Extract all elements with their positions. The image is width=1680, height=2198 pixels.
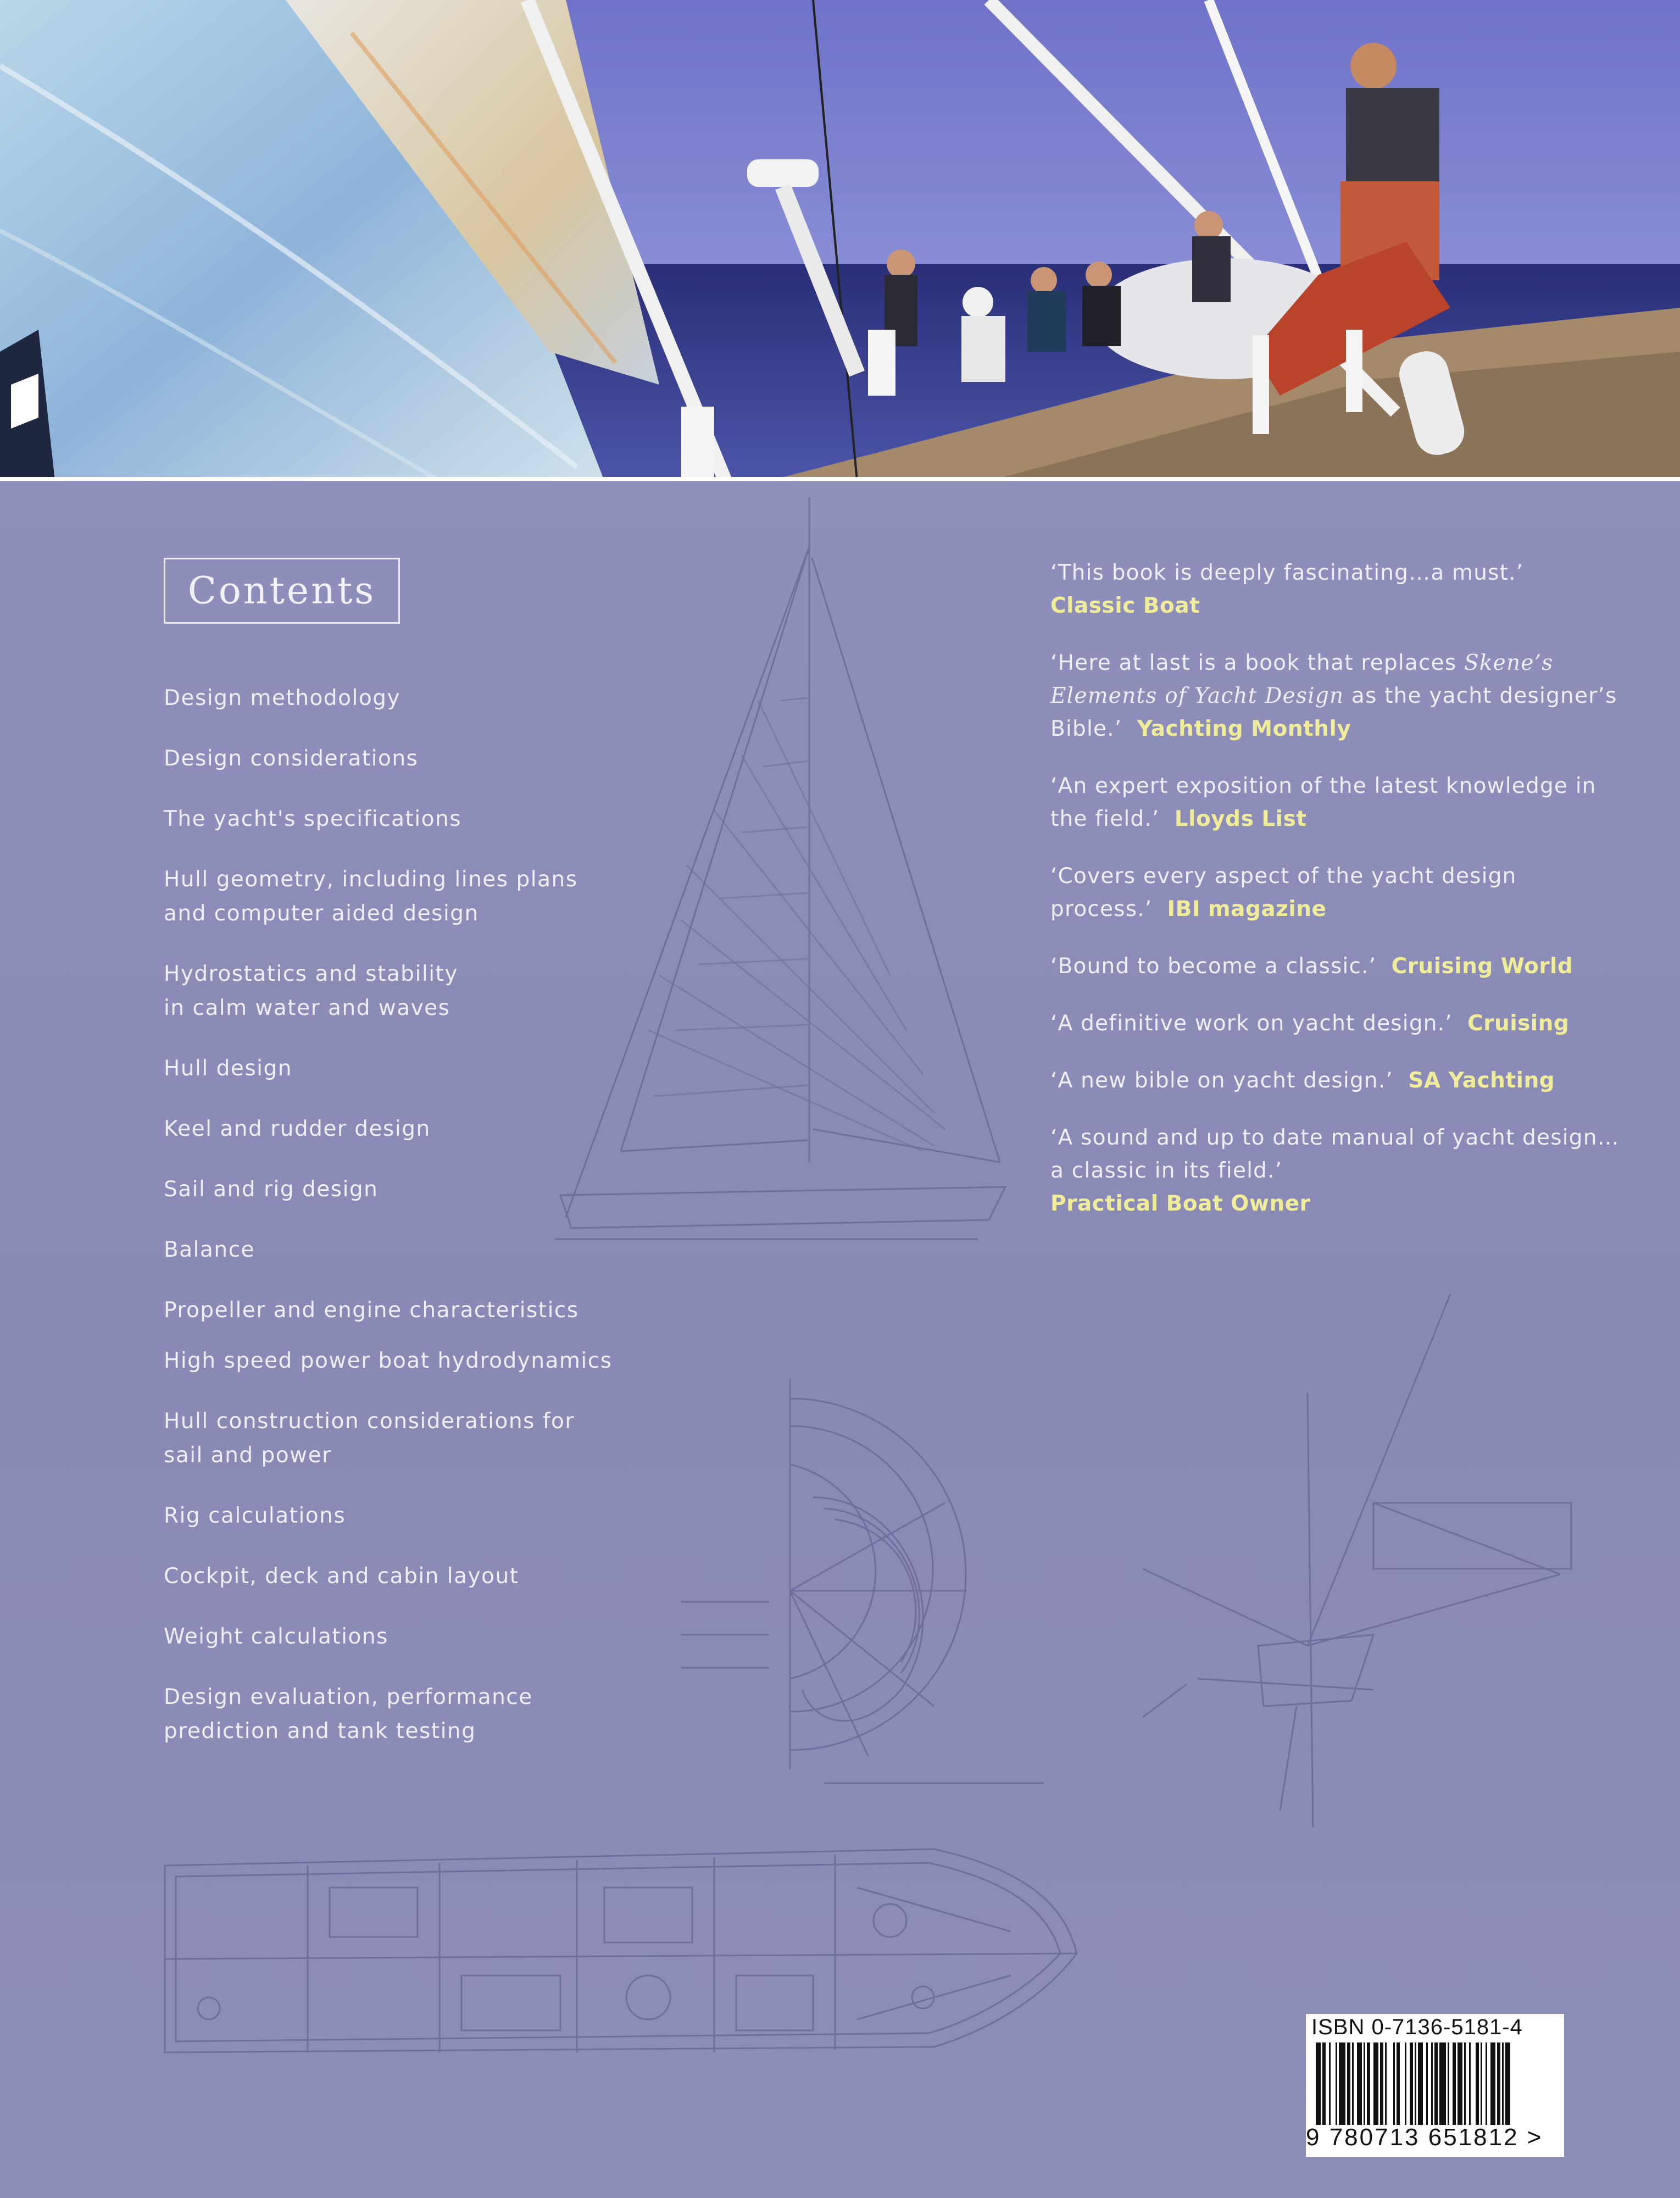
barcode-bar [1393,2042,1395,2125]
review-quote [1050,860,1633,926]
quote-text: ‘A new bible on yacht design.’ [1050,1068,1394,1093]
quote-book-title: Skene’s Elements of Yacht Design [1050,651,1554,708]
contents-item: Hull construction considerations for sail and power [164,1409,575,1468]
barcode-bar [1434,2042,1438,2125]
contents-item: Keel and rudder design [164,1117,431,1141]
barcode-bar [1415,2042,1416,2125]
contents-item: Hydrostatics and stability in calm water and waves [164,962,458,1020]
quote-source: Yachting Monthly [1137,717,1351,741]
barcode-bar [1357,2042,1362,2125]
contents-item: High speed power boat hydrodynamics [164,1348,613,1373]
quote-source: Lloyds List [1174,807,1307,831]
contents-heading-box [164,558,400,624]
contents-item: Rig calculations [164,1503,346,1528]
quote-source: SA Yachting [1408,1068,1555,1093]
barcode-bar [1385,2042,1387,2125]
quote-text: ‘Covers every aspect of the yacht design process.’ [1050,864,1517,922]
quote-text: ‘Bound to become a classic.’ [1050,954,1377,979]
barcode-bar [1373,2042,1378,2125]
barcode-bar [1316,2042,1321,2125]
barcode-bar [1347,2042,1350,2125]
review-quote [1050,1064,1633,1097]
review-quote [1050,1007,1633,1040]
quote-source: Practical Boat Owner [1050,1191,1311,1216]
contents-item: Balance [164,1237,255,1262]
quote-source: Cruising [1467,1011,1570,1036]
barcode-bar [1380,2042,1383,2125]
barcode-bar [1397,2042,1400,2125]
review-quote [1050,647,1633,746]
barcode-bar [1418,2042,1423,2125]
barcode-bar [1339,2042,1345,2125]
barcode-bar [1458,2042,1462,2125]
barcode-bar [1439,2042,1446,2125]
quote-source: Classic Boat [1050,593,1200,618]
barcode-bar [1367,2042,1370,2125]
barcode-bar [1502,2042,1504,2125]
quote-source: Cruising World [1391,954,1573,979]
quote-text: ‘An expert exposition of the latest knowledge in the field.’ [1050,774,1596,831]
review-quote [1050,950,1633,983]
quote-text: ‘Here at last is a book that replaces [1050,651,1464,675]
accommodation-plan-drawing [165,1849,1077,2052]
contents-item: Cockpit, deck and cabin layout [164,1564,519,1589]
quote-text: ‘A definitive work on yacht design.’ [1050,1011,1453,1036]
barcode-graphic [1311,2042,1559,2125]
barcode-bar [1490,2042,1495,2125]
barcode-bar [1448,2042,1449,2125]
polar-diagram-drawing [681,1379,1044,1783]
contents-item: Propeller and engine characteristics [164,1298,579,1323]
contents-title: Contents [187,569,376,613]
stability-diagram-drawing [1143,1294,1571,1827]
contents-item: Design methodology [164,686,401,711]
contents-item: The yacht's specifications [164,807,462,831]
barcode-bar [1336,2042,1337,2125]
barcode-bar [1497,2042,1500,2125]
barcode-bar [1505,2042,1510,2125]
barcode-bar [1469,2042,1471,2125]
barcode-bar [1431,2042,1433,2125]
barcode-bar [1352,2042,1354,2125]
contents-item: Hull geometry, including lines plans and computer aided design [164,867,578,926]
review-quotes [1050,557,1633,1245]
cover-photo-sailing-yacht [0,0,1680,481]
barcode-bar [1486,2042,1487,2125]
contents-item: Design evaluation, performance prediction and tank testing [164,1685,533,1744]
isbn-barcode-label [1306,2014,1564,2157]
review-quote [1050,557,1633,623]
barcode-bar [1476,2042,1479,2125]
contents-item: Design considerations [164,746,419,771]
quote-text: ‘A sound and up to date manual of yacht design…a classic in its field.’ [1050,1125,1620,1183]
contents-item: Sail and rig design [164,1177,379,1202]
contents-list [164,681,658,1775]
contents-item: Hull design [164,1056,292,1081]
barcode-bar [1426,2042,1428,2125]
review-quote [1050,1122,1633,1220]
quote-source: IBI magazine [1167,897,1327,922]
isbn-number: ISBN 0-7136-5181-4 [1311,2015,1523,2039]
barcode-bar [1405,2042,1406,2125]
quote-text: ‘This book is deeply fascinating…a must.’ [1050,560,1524,585]
review-quote [1050,770,1633,836]
barcode-bar [1453,2042,1456,2125]
quote-text: as the yacht designer’s Bible.’ [1050,684,1617,741]
barcode-digits: 9 780713 651812 > [1306,2124,1543,2151]
back-cover-panel [0,481,1680,2198]
barcode-bar [1410,2042,1413,2125]
barcode-bar [1464,2042,1466,2125]
barcode-bar [1329,2042,1331,2125]
barcode-bar [1481,2042,1482,2125]
barcode-bar [1322,2042,1326,2125]
barcode-bar [1364,2042,1365,2125]
contents-item: Weight calculations [164,1624,388,1649]
